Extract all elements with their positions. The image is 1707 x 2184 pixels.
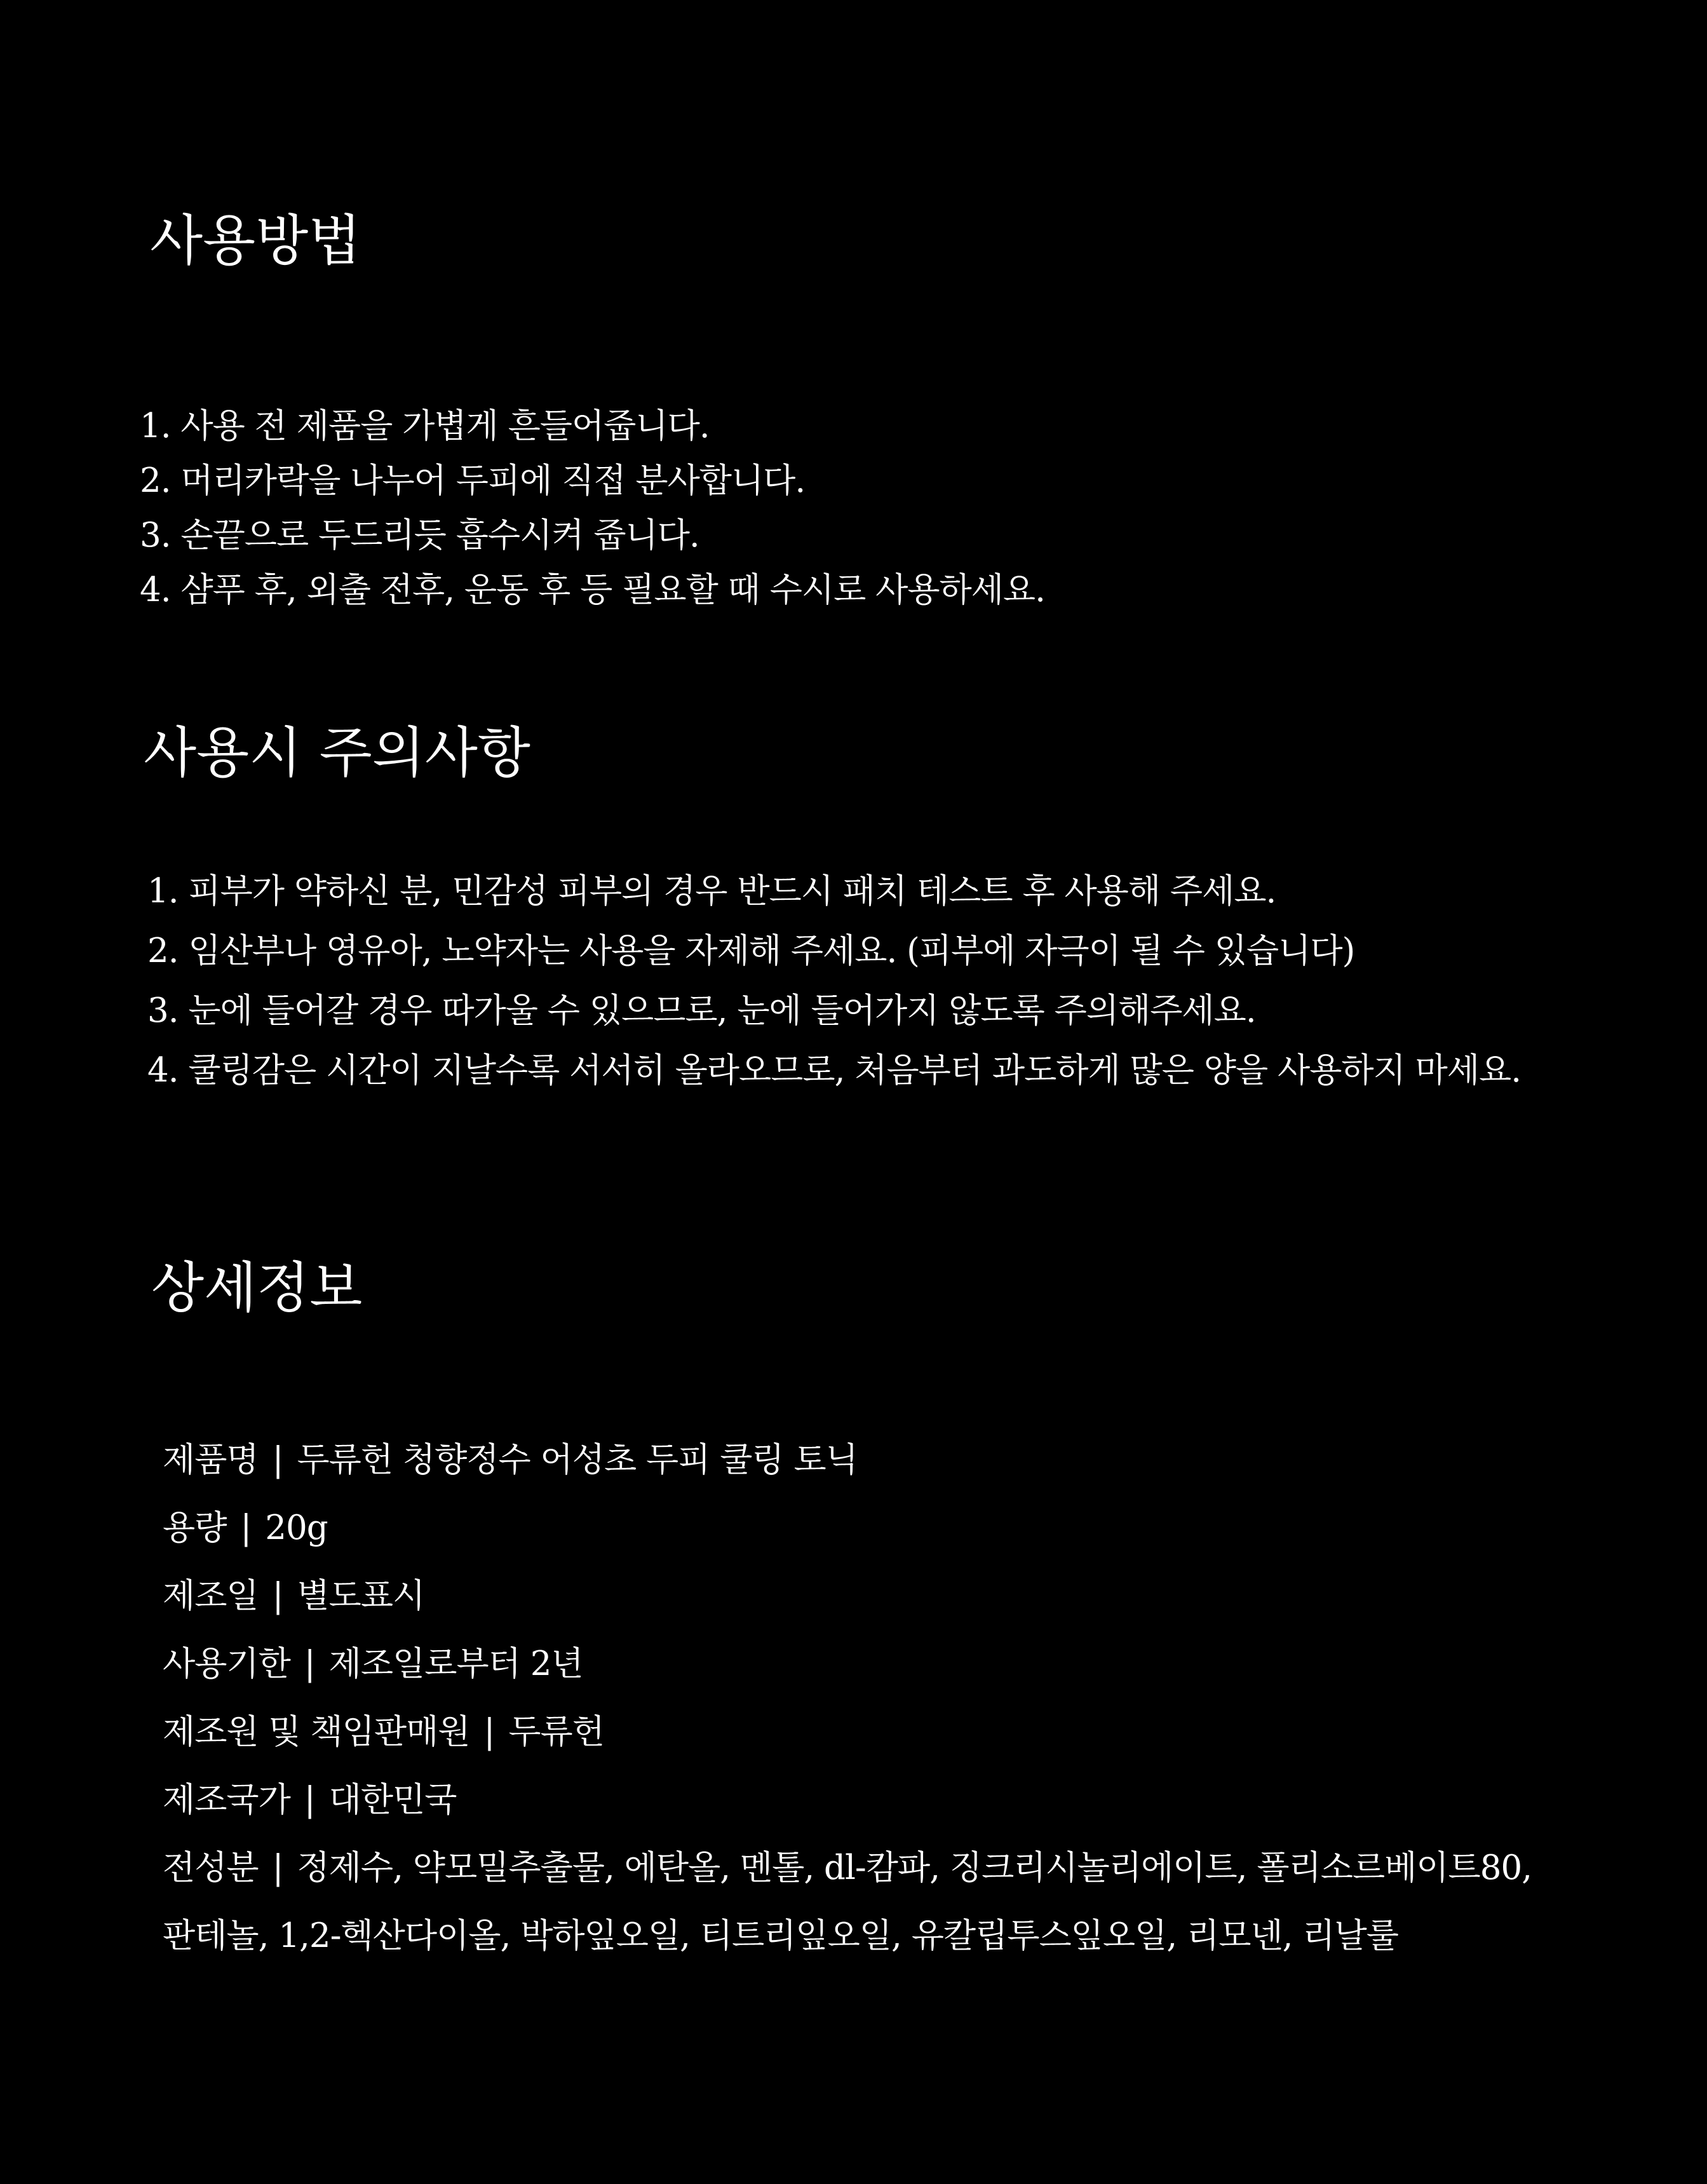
detail-label: 제조일 xyxy=(163,1577,259,1615)
usage-step: 4. 샴푸 후, 외출 전후, 운동 후 등 필요할 때 수시로 사용하세요. xyxy=(140,571,1045,609)
caution-section-title: 사용시 주의사항 xyxy=(144,721,530,785)
usage-steps-list xyxy=(140,399,1045,618)
detail-label: 전성분 xyxy=(163,1848,259,1887)
caution-item: 3. 눈에 들어갈 경우 따가울 수 있으므로, 눈에 들어가지 않도록 주의해주세요. xyxy=(147,991,1256,1030)
detail-label: 제조원 및 책임판매원 xyxy=(163,1713,470,1751)
detail-row-expiry xyxy=(163,1630,1532,1698)
caution-item: 1. 피부가 약하신 분, 민감성 피부의 경우 반드시 패치 테스트 후 사용해 주세요. xyxy=(147,872,1276,911)
usage-step: 2. 머리카락을 나누어 두피에 직접 분사합니다. xyxy=(140,461,806,500)
detail-separator: | xyxy=(272,1848,283,1887)
detail-label: 제품명 xyxy=(163,1441,259,1479)
detail-label: 사용기한 xyxy=(163,1645,290,1683)
detail-row-product-name xyxy=(163,1426,1532,1494)
detail-value: 두류헌 xyxy=(508,1713,604,1751)
detail-row-country xyxy=(163,1766,1532,1834)
usage-step: 3. 손끝으로 두드리듯 흡수시켜 줍니다. xyxy=(140,516,699,555)
caution-item: 4. 쿨링감은 시간이 지날수록 서서히 올라오므로, 처음부터 과도하게 많은 양을 사용하지 마세요. xyxy=(147,1051,1521,1090)
details-list xyxy=(163,1426,1532,1970)
detail-value: 제조일로부터 2년 xyxy=(328,1645,583,1683)
caution-list xyxy=(147,862,1521,1101)
detail-value: 정제수, 약모밀추출물, 에탄올, 멘톨, dl-캄파, 징크리시놀리에이트, 폴리소르베이트80, xyxy=(297,1848,1532,1887)
detail-label: 용량 xyxy=(163,1509,227,1547)
detail-value: 두류헌 청향정수 어성초 두피 쿨링 토닉 xyxy=(297,1441,858,1479)
detail-row-ingredients xyxy=(163,1834,1532,1902)
detail-separator: | xyxy=(304,1780,315,1819)
detail-label: 제조국가 xyxy=(163,1780,290,1819)
details-section-title: 상세정보 xyxy=(151,1256,363,1320)
detail-separator: | xyxy=(272,1441,283,1479)
detail-row-manufacture-date xyxy=(163,1562,1532,1630)
detail-row-manufacturer xyxy=(163,1698,1532,1766)
detail-separator: | xyxy=(272,1577,283,1615)
usage-step: 1. 사용 전 제품을 가볍게 흔들어줍니다. xyxy=(140,407,710,445)
detail-separator: | xyxy=(240,1509,252,1547)
detail-value: 별도표시 xyxy=(297,1577,425,1615)
caution-item: 2. 임산부나 영유아, 노약자는 사용을 자제해 주세요. (피부에 자극이 될 수 있습니다) xyxy=(147,932,1355,970)
detail-separator: | xyxy=(304,1645,315,1683)
detail-value: 대한민국 xyxy=(328,1780,457,1819)
detail-row-volume xyxy=(163,1494,1532,1562)
detail-value: 20g xyxy=(265,1509,328,1547)
detail-row-ingredients-continued: 판테놀, 1,2-헥산다이올, 박하잎오일, 티트리잎오일, 유칼립투스잎오일, 리모넨, 리날룰 xyxy=(163,1916,1398,1955)
usage-section-title: 사용방법 xyxy=(150,209,361,273)
detail-separator: | xyxy=(483,1713,495,1751)
